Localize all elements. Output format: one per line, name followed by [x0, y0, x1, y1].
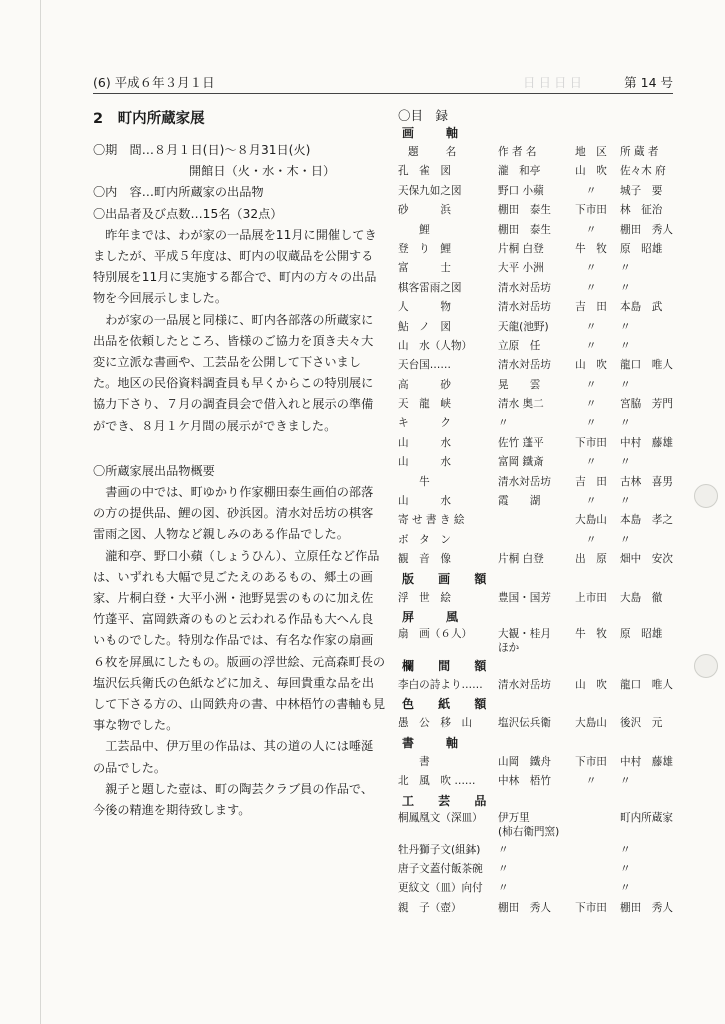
catalog-owner: 大島 徹: [620, 591, 663, 604]
catalog-category: 工 芸 品: [402, 793, 497, 808]
catalog-row: [398, 860, 680, 879]
catalog-artist: 清水対岳坊: [498, 678, 551, 691]
catalog-artist: 作 者 名: [498, 146, 537, 158]
fold-line: [40, 0, 41, 1024]
catalog-row: [398, 318, 680, 337]
catalog-district: 〃: [585, 398, 597, 411]
catalog-owner: 龍口 唯人: [620, 678, 673, 691]
catalog-owner: 〃: [620, 339, 631, 352]
catalog-artist: 佐竹 蓬平: [498, 436, 544, 449]
catalog-row: [398, 879, 680, 898]
punch-hole: [694, 484, 718, 508]
catalog-title: 砂 浜: [398, 204, 451, 217]
catalog-district: 〃: [585, 495, 597, 508]
catalog-artist: 野口 小蘋: [498, 184, 544, 197]
catalog-category: 版 画 額: [402, 571, 497, 586]
catalog-district: 下市田: [575, 755, 607, 768]
catalog-district: 〃: [585, 262, 597, 275]
catalog-owner: 原 昭雄: [620, 242, 663, 255]
issue-number: 第 14 号: [624, 75, 673, 90]
catalog-artist: 棚田 泰生: [498, 223, 551, 236]
catalog-title: 鮎 ノ 図: [398, 320, 451, 333]
catalog-row: [398, 589, 680, 608]
catalog-district: 大島山: [575, 514, 607, 527]
catalog-district: 山 吹: [575, 678, 607, 691]
paragraph: 昨年までは、わが家の一品展を11月に開催してきましたが、平成５年度は、町内の収蔵品を公開する特別展を11月に実施する都合で、町内の方々の出品物を今回展示しました。: [93, 227, 377, 306]
catalog-owner: 林 征治: [620, 204, 663, 217]
catalog-title: 牛: [398, 475, 430, 488]
catalog-title: 天台国……: [398, 359, 451, 372]
catalog-title: 人 物: [398, 301, 451, 314]
catalog-row: [398, 395, 680, 414]
catalog-district: 〃: [585, 320, 597, 333]
catalog-row: [398, 772, 680, 791]
bleed-through-text: 日日日日: [523, 75, 586, 90]
catalog-district: 〃: [585, 775, 597, 788]
catalog-title: キ ク: [398, 417, 451, 430]
catalog-row: [398, 434, 680, 453]
catalog-artist: 棚田 泰生: [498, 204, 551, 217]
catalog-title: 山 水: [398, 456, 451, 469]
catalog-row: [398, 298, 680, 317]
catalog-title: 題 名: [408, 146, 459, 158]
catalog-owner: 町内所蔵家: [620, 811, 673, 824]
catalog-category: 書 軸: [402, 735, 469, 750]
catalog-category: 欄 間 額: [402, 658, 497, 673]
catalog-owner: 本島 武: [620, 301, 663, 314]
catalog-district: 牛 牧: [575, 242, 607, 255]
catalog-title: 寄 せ 書 き 絵: [398, 514, 465, 527]
catalog-row: [398, 356, 680, 375]
catalog-artist: 清水対岳坊: [498, 359, 551, 372]
catalog-row: [398, 337, 680, 356]
catalog-owner: 畑中 安次: [620, 553, 673, 566]
catalog-title: 山 水: [398, 436, 451, 449]
catalog-district: 吉 田: [575, 301, 607, 314]
catalog-district: 出 原: [575, 553, 607, 566]
catalog-owner: 〃: [620, 882, 631, 895]
catalog-category: 画 軸: [402, 126, 469, 140]
paragraph: 書画の中では、町ゆかり作家棚田泰生画伯の部落の方の提供品、鯉の図、砂浜図。清水対岳坊の棋客雷雨之図、人物など親しみのある作品でした。: [93, 485, 374, 542]
page-number-date: (6) 平成６年３月１日: [93, 75, 215, 90]
catalog-owner: 中村 藤雄: [620, 755, 673, 768]
catalog-district: 〃: [585, 281, 597, 294]
catalog-owner: 古林 喜男: [620, 475, 673, 488]
catalog-header-row: [398, 143, 680, 162]
catalog-district: 牛 牧: [575, 627, 607, 640]
catalog-title: 山 水: [398, 495, 451, 508]
catalog-title: 富 士: [398, 262, 451, 275]
catalog-artist: 伊万里 (柿右衛門窯): [498, 811, 560, 838]
catalog-title: 登 り 鯉: [398, 242, 451, 255]
catalog-owner: 城子 要: [620, 184, 663, 197]
catalog-owner: 後沢 元: [620, 717, 663, 730]
catalog-artist: 塩沢伝兵衛: [498, 717, 551, 730]
catalog-row: [398, 221, 680, 240]
catalog-artist: 〃: [498, 417, 509, 430]
catalog-artist: 片桐 白登: [498, 553, 544, 566]
catalog-artist: 天龍(池野): [498, 320, 549, 333]
article-title: 2 町内所蔵家展: [93, 111, 205, 127]
catalog-district: 〃: [585, 223, 597, 236]
catalog-owner: 原 昭雄: [620, 627, 663, 640]
catalog-title: 北 風 吹 ……: [398, 775, 476, 788]
catalog-owner: 棚田 秀人: [620, 901, 673, 914]
catalog-artist: 清水対岳坊: [498, 281, 551, 294]
catalog-artist: 清水対岳坊: [498, 475, 551, 488]
catalog-artist: 中林 梧竹: [498, 775, 551, 788]
catalog-artist: 瀧 和亭: [498, 165, 541, 178]
catalog-district: 下市田: [575, 436, 607, 449]
catalog-row: [398, 453, 680, 472]
catalog-row: [398, 531, 680, 550]
catalog-district: 山 吹: [575, 165, 607, 178]
catalog-artist: 片桐 白登: [498, 242, 544, 255]
catalog-artist: 〃: [498, 862, 509, 875]
catalog-artist: 大観・桂月 ほか: [498, 627, 551, 654]
catalog-title: 棋客雷雨之図: [398, 281, 462, 294]
catalog-district: 上市田: [575, 591, 607, 604]
catalog-table: [398, 124, 680, 918]
catalog-row: [398, 240, 680, 259]
catalog-artist: 霞 湖: [498, 495, 541, 508]
catalog-row: [398, 279, 680, 298]
catalog-category: 屏 風: [402, 609, 469, 624]
catalog-artist: 清水 奥二: [498, 398, 544, 411]
catalog-row: [398, 201, 680, 220]
exhibitors-line: 〇出品者及び点数…15名（32点）: [93, 206, 283, 221]
catalog-row: [398, 162, 680, 181]
catalog-title: 鯉: [398, 223, 430, 236]
catalog-title: 高 砂: [398, 378, 451, 391]
catalog-owner: 宮脇 芳門: [620, 398, 673, 411]
catalog-row: [398, 676, 680, 695]
catalog-owner: 佐々木 府: [620, 165, 666, 178]
paragraph: わが家の一品展と同様に、町内各部落の所蔵家に出品を依頼したところ、皆様のご協力を頂き夫々大変に立派な書画や、工芸品を公開して下さいました。地区の民俗資料調査員も早くからこの特別展に協力下さり、７月の調査員会で借入れと展示の準備ができ、８月１ケ月間の展示ができました。: [93, 312, 374, 433]
catalog-artist: 大平 小洲: [498, 262, 544, 275]
catalog-title: 親 子（壺）: [398, 901, 462, 914]
catalog-row: [398, 511, 680, 530]
catalog-row: [398, 899, 680, 918]
catalog-title: 扇 画（６人）: [398, 627, 473, 640]
catalog-artist: 〃: [498, 843, 509, 856]
catalog-district: 大島山: [575, 717, 607, 730]
catalog-district: 下市田: [575, 204, 607, 217]
catalog-owner: 〃: [620, 533, 631, 546]
period-line: 〇期 間…８月１日(日)〜８月31日(火): [93, 143, 311, 157]
catalog-title: 桐鳳凰文（深皿）: [398, 811, 483, 824]
catalog-row: [398, 753, 680, 772]
open-days: 開館日（火・水・木・日）: [189, 164, 336, 179]
header-rule: [93, 93, 673, 94]
catalog-artist: 〃: [498, 882, 509, 895]
catalog-column: [398, 108, 680, 918]
catalog-row: [398, 841, 680, 860]
catalog-title: 山 水（人物）: [398, 339, 473, 352]
paragraph: 親子と題した壺は、町の陶芸クラブ員の作品で、今後の精進を期待致します。: [93, 781, 374, 818]
catalog-title: 孔 雀 図: [398, 165, 451, 178]
catalog-title: 観 音 像: [398, 553, 451, 566]
catalog-title: 天保九如之図: [398, 184, 462, 197]
catalog-category: 色 紙 額: [402, 697, 497, 712]
catalog-owner: 〃: [620, 495, 631, 508]
catalog-title: 唐子文蓋付飯茶碗: [398, 862, 483, 875]
catalog-district: 〃: [585, 417, 597, 430]
catalog-title: 天 龍 峡: [398, 398, 451, 411]
catalog-owner: 所 蔵 者: [620, 146, 659, 158]
catalog-artist: 清水対岳坊: [498, 301, 551, 314]
catalog-artist: 富岡 鐵斎: [498, 456, 544, 469]
catalog-district: 下市田: [575, 901, 607, 914]
catalog-row: [398, 259, 680, 278]
catalog-title: 牡丹獅子文(組鉢): [398, 843, 481, 856]
catalog-row: [398, 714, 680, 733]
content-line: 〇内 容…町内所蔵家の出品物: [93, 185, 264, 200]
catalog-owner: 棚田 秀人: [620, 223, 673, 236]
catalog-title: 更紋文（皿）向付: [398, 882, 483, 895]
catalog-title: 愚 公 移 山: [398, 717, 473, 730]
catalog-title: ボ タ ン: [398, 533, 451, 546]
catalog-district: 〃: [585, 533, 597, 546]
catalog-row: [398, 376, 680, 395]
punch-hole: [694, 654, 718, 678]
catalog-owner: 〃: [620, 775, 631, 788]
catalog-artist: 豊国・国芳: [498, 591, 551, 604]
catalog-owner: 〃: [620, 262, 631, 275]
catalog-artist: 棚田 秀人: [498, 901, 551, 914]
catalog-district: 〃: [585, 184, 597, 197]
catalog-district: 地 区: [575, 146, 607, 158]
catalog-row: [398, 414, 680, 433]
catalog-district: 〃: [585, 378, 597, 391]
catalog-owner: 〃: [620, 862, 631, 875]
catalog-owner: 〃: [620, 320, 631, 333]
catalog-owner: 〃: [620, 281, 631, 294]
catalog-title: 〇目 録: [398, 108, 449, 123]
catalog-owner: 〃: [620, 417, 631, 430]
catalog-owner: 本島 孝之: [620, 514, 673, 527]
catalog-district: 〃: [585, 339, 597, 352]
catalog-row: [398, 627, 680, 657]
catalog-artist: 山岡 鐵舟: [498, 755, 551, 768]
catalog-owner: 〃: [620, 456, 631, 469]
catalog-owner: 龍口 唯人: [620, 359, 673, 372]
catalog-row: [398, 182, 680, 201]
catalog-row: [398, 550, 680, 569]
catalog-row: [398, 811, 680, 841]
catalog-row: [398, 492, 680, 511]
catalog-district: 〃: [585, 456, 597, 469]
catalog-artist: 立原 任: [498, 339, 541, 352]
catalog-title: 浮 世 絵: [398, 591, 451, 604]
catalog-row: [398, 473, 680, 492]
paragraph: 工芸品中、伊万里の作品は、其の道の人には唾涎の品でした。: [93, 739, 374, 775]
article-column: [93, 108, 385, 821]
catalog-owner: 〃: [620, 378, 631, 391]
catalog-district: 山 吹: [575, 359, 607, 372]
catalog-owner: 〃: [620, 843, 631, 856]
paragraph: 瀧和亭、野口小蘋（しょうひん）、立原任など作品は、いずれも大幅で見ごたえのあるもの、郷土の画家、片桐白登・大平小洲・池野晃雲のものに加え佐竹蓬平、富岡鉄斎のものと云われる作品も大へん良いものでした。特別な作品では、有名な作家の扇画６枚を屏風にしたもの。版画の浮世絵、元高森町長の塩沢伝兵衛氏の色紙などに加え、毎回貴重な品を出して下さる方の、山岡鉄舟の書、中林梧竹の書軸も見事な物でした。: [93, 548, 386, 733]
catalog-title: 書: [398, 755, 430, 768]
catalog-title: 李白の詩より……: [398, 678, 483, 691]
section-subtitle: 〇所蔵家展出品物概要: [93, 463, 215, 478]
catalog-owner: 中村 藤雄: [620, 436, 673, 449]
catalog-district: 吉 田: [575, 475, 607, 488]
catalog-artist: 晃 雲: [498, 378, 541, 391]
